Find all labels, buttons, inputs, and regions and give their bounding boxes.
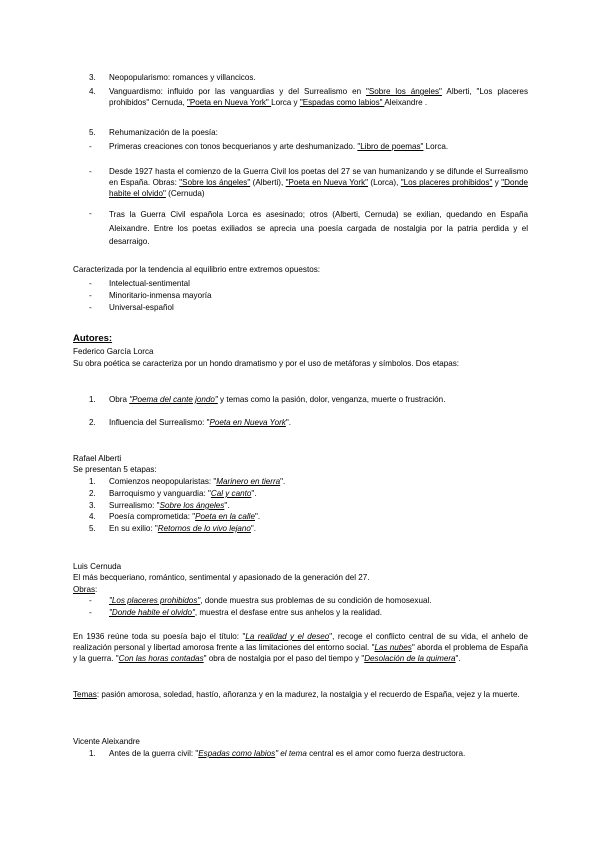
work-title: "Poema del cante jondo" (129, 395, 218, 404)
work-title: Retornos de lo vivo lejano (157, 524, 251, 533)
equilibrio-item: Universal-español (109, 303, 174, 312)
list-number: 5. (89, 128, 96, 137)
list-number: 4. (89, 512, 96, 521)
alberti-item: Poesía comprometida: "Poeta en la calle". (109, 512, 261, 521)
dash-mark: - (89, 209, 92, 218)
author-name-cernuda: Luis Cernuda (73, 562, 122, 571)
work-title: La realidad y el deseo (245, 632, 330, 641)
alberti-item: Barroquismo y vanguardia: "Cal y canto". (109, 489, 257, 498)
work-title: "Espadas como labios" (299, 98, 385, 108)
work-title: "Sobre los ángeles" (179, 178, 251, 188)
list-number: 3. (89, 73, 96, 82)
list-item-vanguardismo: Vanguardismo: influido por las vanguardias y del Surrealismo en "Sobre los ángeles" Alberti, "Los placeres prohibidos" Cernuda, "Poeta en Nueva York" Lorca y "Espadas como labios" Aleixandre . (109, 87, 528, 108)
equilibrio-intro: Caracterizada por la tendencia al equilibrio entre extremos opuestos: (73, 265, 320, 274)
dash-item-desde-1927: Desde 1927 hasta el comienzo de la Guerra Civil los poetas del 27 se van humanizando y se difunde el Surrealismo en España. Obras: "Sobre los ángeles" (Alberti), "Poeta en Nueva York" (Lorca), "Los placeres prohibidos" y "Donde habite el olvido" (Cernuda) (109, 167, 529, 199)
work-title: Las nubes (374, 643, 412, 653)
alberti-item: En su exilio: "Retornos de lo vivo lejano". (109, 524, 257, 533)
author-desc-alberti: Se presentan 5 etapas: (73, 465, 157, 474)
author-name-aleixandre: Vicente Aleixandre (73, 737, 140, 746)
list-number: 1. (89, 477, 96, 486)
dash-mark: - (89, 279, 92, 288)
work-title: "Sobre los ángeles" (366, 87, 442, 96)
work-title: "Libro de poemas" (357, 142, 424, 151)
equilibrio-item: Minoritario-inmensa mayoría (109, 291, 212, 300)
work-title: Cal y canto (210, 489, 252, 498)
lorca-item-1: Obra "Poema del cante jondo" y temas como la pasión, dolor, venganza, muerte o frustración. (109, 395, 446, 404)
equilibrio-item: Intelectual-sentimental (109, 279, 190, 288)
dash-item-primeras: Primeras creaciones con tonos becquerianos y arte deshumanizado. "Libro de poemas" Lorca. (109, 142, 449, 151)
work-title: Espadas como labios (198, 749, 276, 758)
alberti-item: Surrealismo: "Sobre los ángeles". (109, 501, 230, 510)
section-heading-autores: Autores: (73, 333, 113, 344)
alberti-item: Comienzos neopopularistas: "Marinero en tierra". (109, 477, 286, 486)
work-title: Poeta en la calle (195, 512, 255, 521)
author-desc-cernuda: El más becqueriano, romántico, sentimental y apasionado de la generación del 27. (73, 573, 370, 582)
dash-item-guerra-civil: Tras la Guerra Civil española Lorca es asesinado; otros (Alberti, Cernuda) se exilian, quedando en España Aleixandre. Entre los poetas exiliados se aprecia una poesía cargada de nostalgia por la patria perdida y el desarraigo. (109, 210, 528, 246)
work-title: "Poeta en Nueva York" (187, 98, 272, 108)
author-desc-lorca: Su obra poética se caracteriza por un hondo dramatismo y por el uso de metáforas y símbolos. Dos etapas: (73, 359, 460, 368)
temas-label: Temas (73, 690, 97, 699)
work-title: Con las horas contadas (118, 654, 204, 664)
cernuda-obra-item: "Donde habite el olvido", muestra el desfase entre sus anhelos y la realidad. (109, 608, 383, 617)
list-number: 2. (89, 489, 96, 498)
work-title: "Donde habite el olvido" (109, 178, 529, 199)
obras-label: Obras: (73, 585, 98, 594)
dash-mark: - (89, 303, 92, 312)
dash-mark: - (89, 167, 92, 176)
list-number: 5. (89, 524, 96, 533)
list-number: 1. (89, 395, 96, 404)
dash-mark: - (89, 608, 92, 617)
lorca-item-2: Influencia del Surrealismo: "Poeta en Nueva York". (109, 418, 291, 427)
list-item-neopopularismo: Neopopularismo: romances y villancicos. (109, 73, 256, 82)
list-number: 1. (89, 749, 96, 758)
list-number: 2. (89, 418, 96, 427)
work-title: "Poeta en Nueva York" (285, 178, 368, 188)
cernuda-paragraph: En 1936 reúne toda su poesía bajo el título: "La realidad y el deseo", recoge el conflicto central de su vida, el anhelo de realización personal y libertad amorosa frente a las limitaciones del entorno social. "Las nubes" aborda el problema de España y la guerra. "Con las horas contadas" obra de nostalgia por el paso del tiempo y "Desolación de la quimera". (73, 632, 528, 664)
work-title: "Los placeres prohibidos" (400, 178, 493, 188)
dash-mark: - (89, 596, 92, 605)
author-name-lorca: Federico García Lorca (73, 347, 154, 356)
work-title: Sobre los ángeles (159, 501, 225, 510)
list-item-rehumanizacion: Rehumanización de la poesía: (109, 128, 218, 137)
dash-mark: - (89, 142, 92, 151)
work-title: Marinero en tierra (216, 477, 281, 486)
cernuda-obra-item: "Los placeres prohibidos", donde muestra sus problemas de su condición de homosexual. (109, 596, 432, 605)
work-title: Desolación de la quimera (364, 654, 456, 664)
aleixandre-item-1: Antes de la guerra civil: "Espadas como labios" el tema central es el amor como fuerza destructora. (109, 749, 466, 758)
dash-mark: - (89, 291, 92, 300)
author-name-alberti: Rafael Alberti (73, 454, 122, 463)
work-title: "Donde habite el olvido" (109, 608, 195, 617)
list-number: 3. (89, 501, 96, 510)
work-title: "Los placeres prohibidos" (109, 596, 201, 605)
work-title: Poeta en Nueva York (209, 418, 286, 427)
list-number: 4. (89, 87, 96, 96)
cernuda-temas: Temas: pasión amorosa, soledad, hastío, añoranza y en la madurez, la nostalgia y el recuerdo de España, vejez y la muerte. (73, 690, 520, 699)
